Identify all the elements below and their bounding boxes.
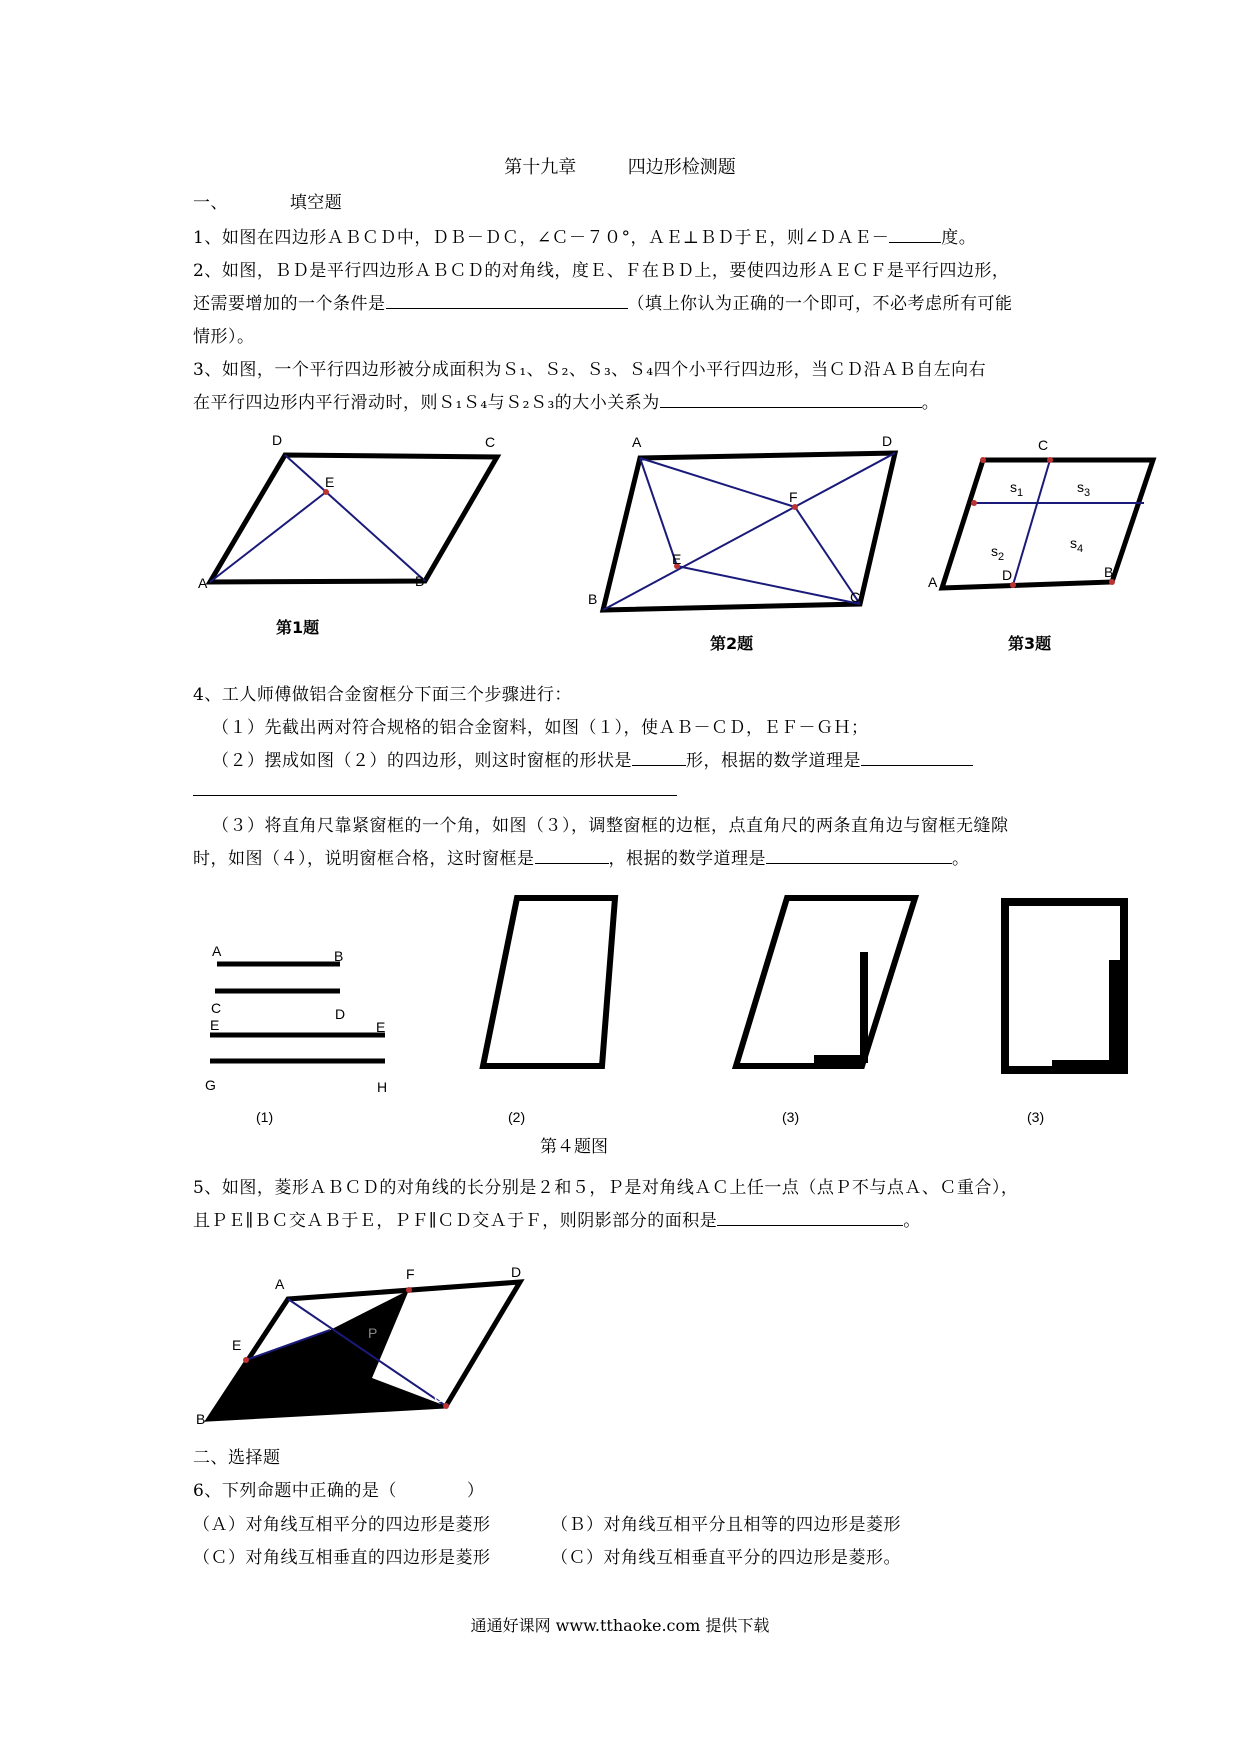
answer-blank[interactable] xyxy=(861,749,973,766)
question-4-line1: 4、工人师傅做铝合金窗框分下面三个步骤进行： xyxy=(193,685,572,705)
question-4-prompt-frame: 时，如图（４），说明窗框合格，这时窗框是 xyxy=(193,849,535,869)
sub-label-2: (2) xyxy=(508,1109,526,1125)
label-b: B xyxy=(1104,564,1114,580)
label-c: C xyxy=(211,1000,222,1016)
option-d[interactable]: （Ｃ）对角线互相垂直平分的四边形是菱形。 xyxy=(551,1548,901,1568)
label-c: C xyxy=(434,1389,445,1405)
section-heading-fill xyxy=(193,188,342,213)
segment-ae xyxy=(640,458,677,566)
figure-2-caption: 第2题 xyxy=(710,634,754,653)
parallelogram-abcd xyxy=(210,455,497,582)
question-6-stem: 6、下列命题中正确的是（ ） xyxy=(193,1481,485,1501)
question-3-prompt: 在平行四边形内平行滑动时，则Ｓ₁Ｓ₄与Ｓ₂Ｓ₃的大小关系为 xyxy=(193,393,660,413)
answer-blank[interactable] xyxy=(717,1209,903,1226)
question-2-line2 xyxy=(193,289,1013,314)
answer-blank[interactable] xyxy=(535,847,609,864)
figures-q1-q3 xyxy=(0,420,1240,660)
label-f: F xyxy=(406,1266,415,1282)
window-frame-rectangle xyxy=(1005,902,1124,1070)
label-b: B xyxy=(588,591,598,607)
label-a: A xyxy=(275,1276,285,1292)
question-1 xyxy=(193,223,976,248)
label-a: A xyxy=(632,434,642,450)
question-3-line1: 3、如图，一个平行四边形被分成面积为Ｓ₁、Ｓ₂、Ｓ₃、Ｓ₄四个小平行四边形，当ＣＤ沿ＡＢ自左向右 xyxy=(193,360,987,380)
section-name: 填空题 xyxy=(289,193,343,213)
sub-label-1: (1) xyxy=(256,1109,274,1125)
segment-ec xyxy=(677,566,860,604)
question-1-text: 1、如图在四边形ＡＢＣＤ中，ＤＢ－ＤＣ，∠Ｃ－７０°，ＡＥ⊥ＢＤ于Ｅ，则∠ＤＡＥ－ xyxy=(193,228,890,248)
shaded-region xyxy=(209,1290,446,1419)
label-a: A xyxy=(928,574,938,590)
chapter-label: 第十九章 xyxy=(504,157,577,178)
question-4-prompt-reason: 形，根据的数学道理是 xyxy=(686,751,861,771)
rectangular-frame xyxy=(1005,902,1124,1070)
answer-blank[interactable] xyxy=(660,391,922,408)
label-d: D xyxy=(882,433,893,449)
figure-4-caption: 第４题图 xyxy=(540,1137,608,1157)
question-5-line2 xyxy=(193,1206,921,1231)
label-e: E xyxy=(210,1017,220,1033)
figure-1-caption: 第1题 xyxy=(276,618,320,637)
figure-4 xyxy=(0,880,1240,1125)
figure-1 xyxy=(198,432,497,591)
question-5-line1: 5、如图，菱形ＡＢＣＤ的对角线的长分别是２和５，Ｐ是对角线ＡＣ上任一点（点Ｐ不与点Ａ、Ｃ重合）， xyxy=(193,1178,1019,1198)
answer-blank[interactable] xyxy=(889,226,941,243)
sub-label-4: (3) xyxy=(1027,1109,1045,1125)
question-3-end: 。 xyxy=(921,393,940,413)
label-d: D xyxy=(1002,567,1013,583)
label-s4: $s_4$ xyxy=(1070,535,1084,555)
label-p: P xyxy=(368,1325,378,1341)
label-s2: $s_2$ xyxy=(991,543,1005,563)
label-c: C xyxy=(485,434,496,450)
sub-label-3: (3) xyxy=(782,1109,800,1125)
question-3-line2 xyxy=(193,388,939,413)
question-4-line5: （３）将直角尺靠紧窗框的一个角，如图（３），调整窗框的边框，点直角尺的两条直角边与窗框无缝隙 xyxy=(212,816,1009,836)
label-b: B xyxy=(196,1411,206,1427)
answer-blank[interactable] xyxy=(766,847,952,864)
option-a[interactable]: （Ａ）对角线互相平分的四边形是菱形 xyxy=(193,1515,491,1535)
question-4-prompt-reason-2: ，根据的数学道理是 xyxy=(608,849,766,869)
label-g: G xyxy=(205,1077,216,1093)
option-b[interactable]: （Ｂ）对角线互相平分且相等的四边形是菱形 xyxy=(551,1515,901,1535)
label-c: C xyxy=(850,589,861,605)
question-4-line2: （１）先截出两对符合规格的铝合金窗料，如图（１），使ＡＢ－ＣＤ，ＥＦ－ＧＨ； xyxy=(212,718,869,738)
set-square-horizontal xyxy=(1052,1060,1124,1070)
label-f: F xyxy=(789,489,798,505)
segment-ae xyxy=(210,492,326,582)
label-c: C xyxy=(1038,437,1049,453)
section-heading-choice: 二、选择题 xyxy=(193,1448,281,1468)
point-f xyxy=(406,1287,412,1293)
point-c xyxy=(1047,457,1053,463)
label-d: D xyxy=(335,1006,346,1022)
page-title xyxy=(0,153,1240,179)
label-s3: $s_3$ xyxy=(1077,479,1091,499)
label-b: B xyxy=(415,573,425,589)
figure-3-caption: 第3题 xyxy=(1008,634,1052,653)
diagonal-db xyxy=(285,455,425,581)
divider-marker xyxy=(971,500,977,506)
option-c[interactable]: （Ｃ）对角线互相垂直的四边形是菱形 xyxy=(193,1548,491,1568)
question-2-prompt: 还需要增加的一个条件是 xyxy=(193,294,386,314)
point-e xyxy=(243,1357,249,1363)
label-s1: $s_1$ xyxy=(1010,479,1024,499)
label-a: A xyxy=(198,575,208,591)
sliding-segment-cd xyxy=(1013,460,1050,585)
window-frame-with-square xyxy=(736,898,915,1066)
title-name: 四边形检测题 xyxy=(627,157,736,178)
answer-blank[interactable] xyxy=(386,292,628,309)
vertex-marker xyxy=(980,457,986,463)
label-e: E xyxy=(232,1337,242,1353)
label-e: E xyxy=(325,474,335,490)
question-4-line6 xyxy=(193,844,970,869)
question-2-note: （填上你认为正确的一个即可，不必考虑所有可能 xyxy=(627,294,1013,314)
answer-blank-line[interactable] xyxy=(193,795,677,796)
question-4-prompt-shape: （２）摆成如图（２）的四边形，则这时窗框的形状是 xyxy=(212,751,632,771)
window-frame-parallelogram xyxy=(483,898,615,1066)
answer-blank[interactable] xyxy=(632,749,686,766)
label-f: E xyxy=(376,1019,386,1035)
question-4-line3 xyxy=(212,746,973,771)
question-2-line1: 2、如图，ＢＤ是平行四边形ＡＢＣＤ的对角线，度Ｅ、Ｆ在ＢＤ上，要使四边形ＡＥＣＦ是平行四边形， xyxy=(193,261,1010,281)
section-number: 一、 xyxy=(193,193,228,213)
label-b: B xyxy=(334,948,344,964)
label-h: H xyxy=(377,1079,388,1095)
question-5-end: 。 xyxy=(903,1211,921,1231)
window-frame-parallelogram-2 xyxy=(736,898,915,1066)
label-d: D xyxy=(272,432,283,448)
question-1-unit: 度。 xyxy=(941,228,977,248)
label-a: A xyxy=(212,943,222,959)
question-5-prompt: 且ＰＥ∥ＢＣ交ＡＢ于Ｅ，ＰＦ∥ＣＤ交Ａ于Ｆ，则阴影部分的面积是 xyxy=(193,1211,718,1231)
figure-3 xyxy=(928,437,1153,590)
set-square-vertical xyxy=(1109,960,1124,1070)
figure-4-1-bars xyxy=(205,943,387,1095)
footer-credit: 通通好课网 www.tthaoke.com 提供下载 xyxy=(470,1616,770,1635)
figure-5 xyxy=(0,1250,700,1430)
parallelogram-outer xyxy=(942,460,1153,588)
question-4-end: 。 xyxy=(952,849,970,869)
label-e: E xyxy=(672,551,682,567)
label-d: D xyxy=(511,1264,522,1280)
question-2-line3: 情形）。 xyxy=(193,327,255,347)
figure-2 xyxy=(588,433,895,610)
segment-af xyxy=(640,458,795,507)
